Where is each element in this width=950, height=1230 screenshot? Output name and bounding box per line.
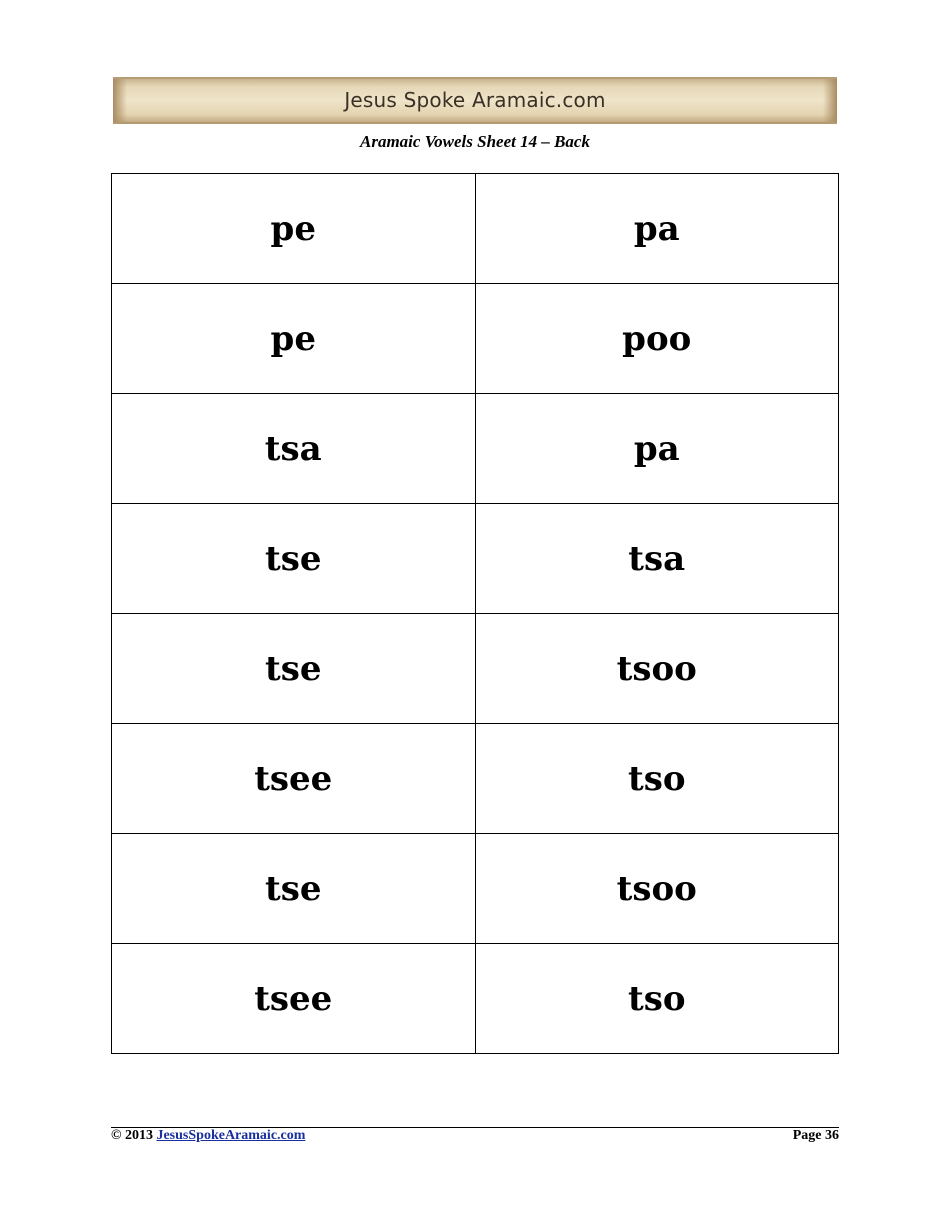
table-row	[112, 614, 839, 724]
card-cell: tso	[475, 944, 839, 1054]
footer-copyright	[111, 1128, 305, 1144]
table-row	[112, 724, 839, 834]
card-cell: tsoo	[475, 614, 839, 724]
card-cell: tso	[475, 724, 839, 834]
card-cell: tsee	[112, 944, 476, 1054]
card-cell: pa	[475, 394, 839, 504]
card-cell: poo	[475, 284, 839, 394]
vowel-cards-table	[111, 173, 839, 1054]
sheet-title: Aramaic Vowels Sheet 14 – Back	[360, 132, 590, 151]
copyright-text: © 2013	[111, 1128, 153, 1143]
card-cell: tsee	[112, 724, 476, 834]
card-cell: pe	[112, 174, 476, 284]
table-row	[112, 944, 839, 1054]
table-row	[112, 834, 839, 944]
card-cell: pa	[475, 174, 839, 284]
site-link[interactable]: JesusSpokeAramaic.com	[156, 1128, 306, 1143]
card-cell: tse	[112, 504, 476, 614]
banner-logo-text: Jesus Spoke Aramaic.com	[344, 88, 606, 112]
table-row	[112, 394, 839, 504]
site-banner	[113, 77, 837, 124]
card-cell: tse	[112, 614, 476, 724]
table-row	[112, 284, 839, 394]
card-cell: pe	[112, 284, 476, 394]
page-number: Page 36	[792, 1128, 839, 1143]
card-cell: tsa	[475, 504, 839, 614]
card-cell: tsoo	[475, 834, 839, 944]
table-row	[112, 504, 839, 614]
card-cell: tsa	[112, 394, 476, 504]
table-row	[112, 174, 839, 284]
card-cell: tse	[112, 834, 476, 944]
